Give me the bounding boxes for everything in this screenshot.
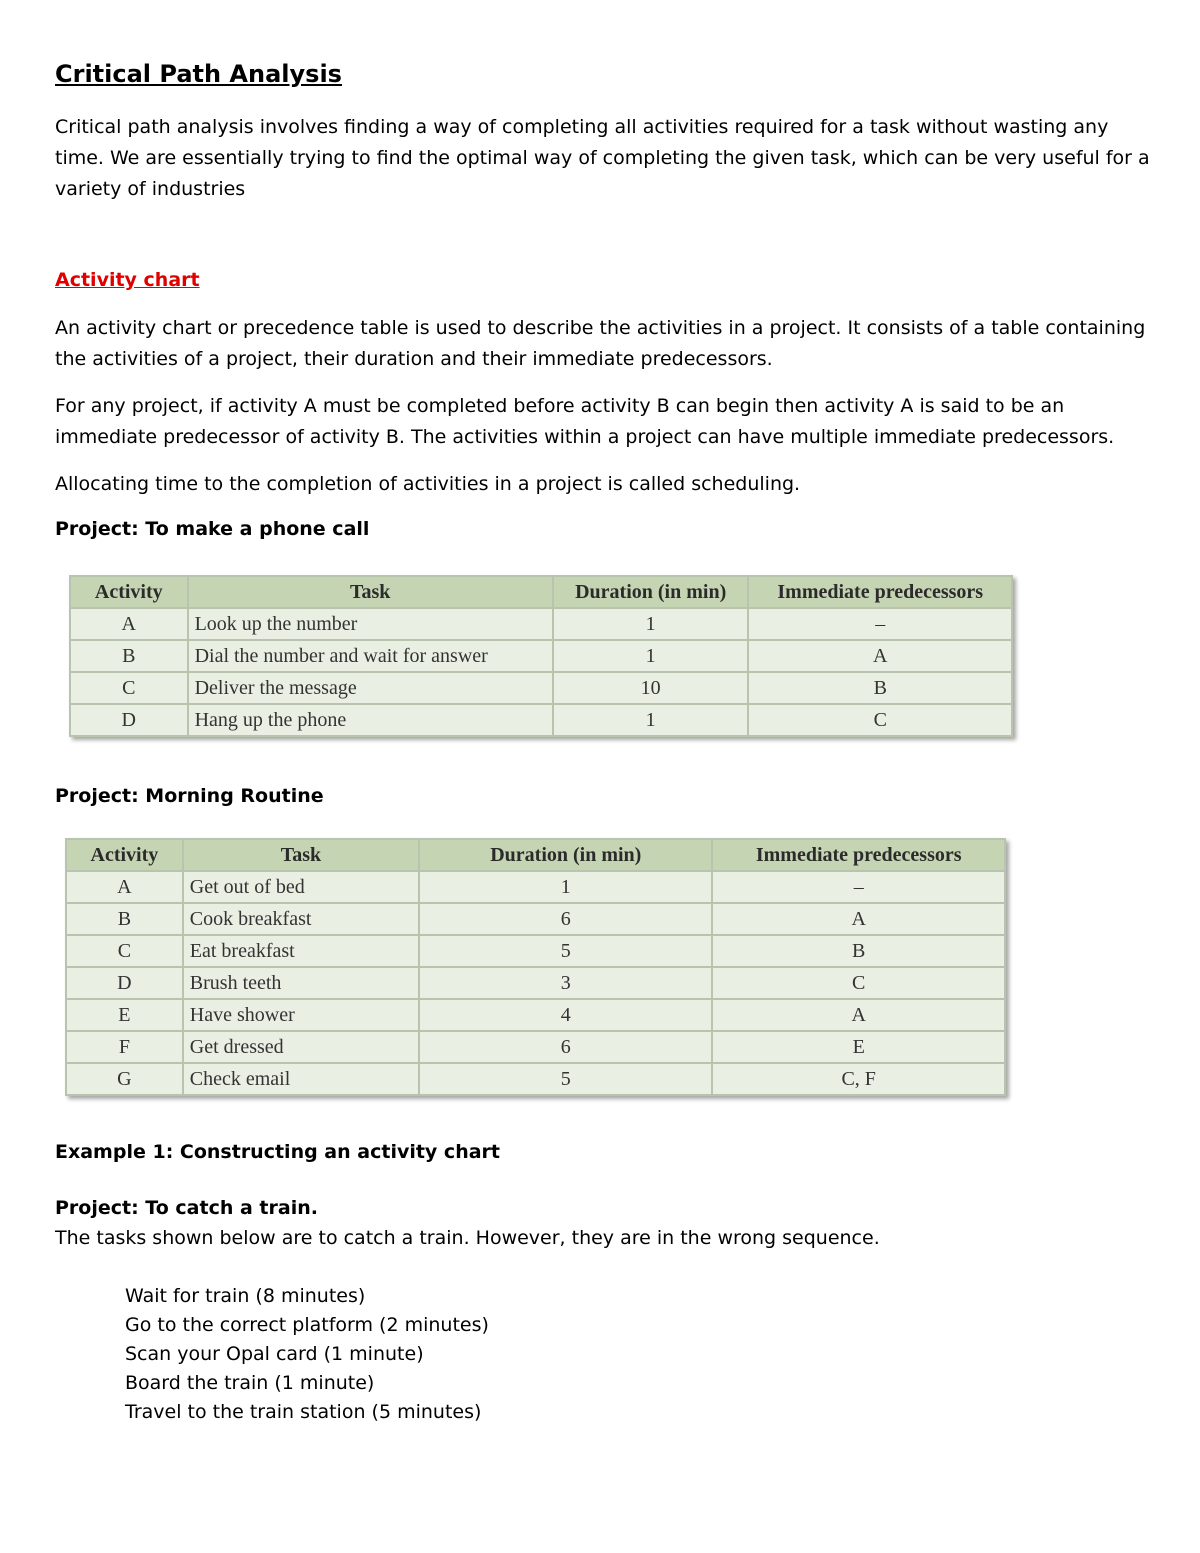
cell-predecessors: C xyxy=(748,704,1012,736)
table-row xyxy=(66,967,1005,999)
cell-duration: 1 xyxy=(553,640,749,672)
cell-task: Dial the number and wait for answer xyxy=(188,640,553,672)
phone-call-activity-table xyxy=(69,575,1013,737)
table-row xyxy=(66,999,1005,1031)
list-item: Board the train (1 minute) xyxy=(125,1372,375,1394)
table-header-row xyxy=(66,839,1005,871)
header-activity: Activity xyxy=(70,576,188,608)
example1-heading: Example 1: Constructing an activity chart xyxy=(55,1141,500,1163)
table-row xyxy=(66,871,1005,903)
table-row xyxy=(70,640,1012,672)
page-title: Critical Path Analysis xyxy=(55,60,342,88)
header-activity: Activity xyxy=(66,839,183,871)
cell-predecessors: C, F xyxy=(712,1063,1005,1095)
table-row xyxy=(70,704,1012,736)
cell-predecessors: E xyxy=(712,1031,1005,1063)
cell-task: Eat breakfast xyxy=(183,935,419,967)
table-row xyxy=(66,935,1005,967)
activity-chart-paragraph-2: For any project, if activity A must be completed before activity B can begin then activity A is said to be an immediate predecessor of activity B. The activities within a project can have multiple immediate predecessors. xyxy=(55,395,1115,448)
table-row xyxy=(66,1031,1005,1063)
train-task-list xyxy=(125,1282,489,1427)
cell-duration: 6 xyxy=(419,1031,712,1063)
intro-paragraph: Critical path analysis involves finding a way of completing all activities required for a task without wasting any time. We are essentially trying to find the optimal way of completing the given task, which can be very useful for a variety of industries xyxy=(55,116,1150,200)
cell-duration: 5 xyxy=(419,1063,712,1095)
cell-activity: C xyxy=(70,672,188,704)
cell-activity: B xyxy=(66,903,183,935)
list-item: Go to the correct platform (2 minutes) xyxy=(125,1314,489,1336)
table-header-row xyxy=(70,576,1012,608)
morning-routine-activity-table xyxy=(65,838,1006,1096)
cell-predecessors: – xyxy=(748,608,1012,640)
cell-activity: E xyxy=(66,999,183,1031)
cell-activity: G xyxy=(66,1063,183,1095)
cell-activity: D xyxy=(66,967,183,999)
table-row xyxy=(70,608,1012,640)
header-predecessors: Immediate predecessors xyxy=(712,839,1005,871)
list-item: Travel to the train station (5 minutes) xyxy=(125,1401,482,1423)
header-duration: Duration (in min) xyxy=(419,839,712,871)
cell-predecessors: B xyxy=(748,672,1012,704)
list-item: Scan your Opal card (1 minute) xyxy=(125,1343,424,1365)
cell-task: Get out of bed xyxy=(183,871,419,903)
cell-task: Brush teeth xyxy=(183,967,419,999)
cell-predecessors: A xyxy=(748,640,1012,672)
cell-activity: C xyxy=(66,935,183,967)
table-row xyxy=(66,903,1005,935)
header-task: Task xyxy=(183,839,419,871)
cell-task: Cook breakfast xyxy=(183,903,419,935)
list-item: Wait for train (8 minutes) xyxy=(125,1285,366,1307)
activity-chart-heading: Activity chart xyxy=(55,269,200,291)
cell-task: Deliver the message xyxy=(188,672,553,704)
example1-project-label: Project: To catch a train. xyxy=(55,1197,318,1219)
cell-duration: 6 xyxy=(419,903,712,935)
cell-duration: 1 xyxy=(553,704,749,736)
cell-predecessors: A xyxy=(712,903,1005,935)
cell-task: Get dressed xyxy=(183,1031,419,1063)
cell-task: Check email xyxy=(183,1063,419,1095)
table-row xyxy=(70,672,1012,704)
cell-activity: D xyxy=(70,704,188,736)
header-predecessors: Immediate predecessors xyxy=(748,576,1012,608)
activity-chart-paragraph-3: Allocating time to the completion of activities in a project is called scheduling. xyxy=(55,473,801,495)
cell-activity: A xyxy=(70,608,188,640)
cell-task: Have shower xyxy=(183,999,419,1031)
cell-task: Look up the number xyxy=(188,608,553,640)
cell-task: Hang up the phone xyxy=(188,704,553,736)
example1-intro: The tasks shown below are to catch a train. However, they are in the wrong sequence. xyxy=(55,1227,880,1249)
cell-predecessors: C xyxy=(712,967,1005,999)
table-row xyxy=(66,1063,1005,1095)
cell-activity: B xyxy=(70,640,188,672)
cell-duration: 10 xyxy=(553,672,749,704)
project2-label: Project: Morning Routine xyxy=(55,785,324,807)
cell-duration: 1 xyxy=(553,608,749,640)
header-task: Task xyxy=(188,576,553,608)
cell-predecessors: – xyxy=(712,871,1005,903)
activity-chart-paragraph-1: An activity chart or precedence table is used to describe the activities in a project. It consists of a table containing the activities of a project, their duration and their immediate predecessors. xyxy=(55,317,1146,370)
cell-duration: 4 xyxy=(419,999,712,1031)
cell-predecessors: B xyxy=(712,935,1005,967)
header-duration: Duration (in min) xyxy=(553,576,749,608)
cell-predecessors: A xyxy=(712,999,1005,1031)
cell-duration: 5 xyxy=(419,935,712,967)
cell-duration: 1 xyxy=(419,871,712,903)
cell-activity: A xyxy=(66,871,183,903)
project1-label: Project: To make a phone call xyxy=(55,518,370,540)
cell-duration: 3 xyxy=(419,967,712,999)
cell-activity: F xyxy=(66,1031,183,1063)
